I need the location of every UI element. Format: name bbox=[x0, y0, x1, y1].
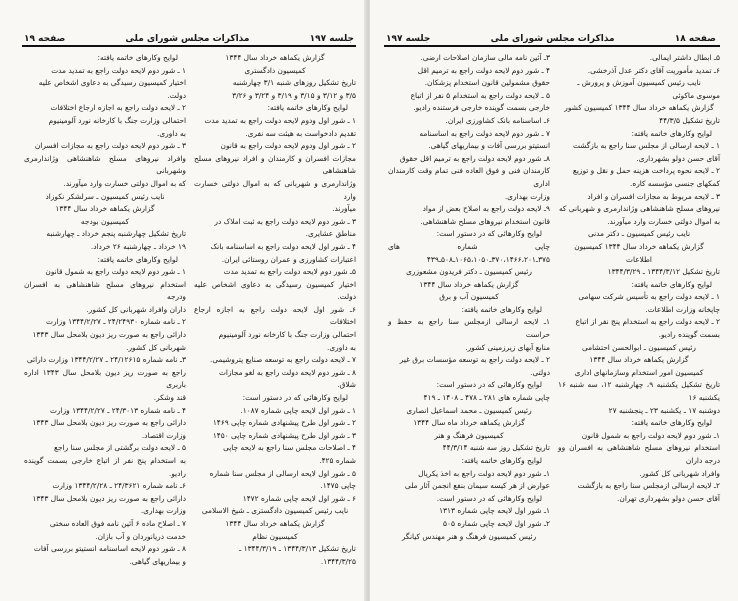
text-line: وافراد شهربانی کل کشور. bbox=[639, 468, 720, 478]
text-line: گزارش یکماهه خرداد سال ۱۳۴۴ bbox=[225, 53, 325, 62]
text-line: لوایح وکارهائی که در دستور است. bbox=[436, 493, 542, 503]
page-18 bbox=[370, 0, 738, 601]
text-line: گزارش یکماهه خرداد سال ۱۳۴۴ bbox=[589, 355, 689, 365]
text-line: خارجی بسمت گوینده خارجی فرستنده رادیو. bbox=[413, 103, 550, 113]
text-line: ۷ ـ اصلاح ماده ۶ آئین نامه فوق العاده سختی bbox=[49, 518, 186, 528]
text-line: ۳ ـ شور دوم لایحه دولت راجع به مجازات افسران bbox=[34, 141, 186, 151]
text-line: رئیس کمیسیون ـ ابوالحسن احتشامی bbox=[582, 342, 696, 352]
text-line: چاپخانه وزارت اطلاعات. bbox=[645, 304, 720, 314]
text-line: اعتبارات کشاورزی و عمران روستائی ایران. bbox=[221, 254, 356, 264]
text-line: منابع آبهای زیرزمینی کشور. bbox=[465, 342, 550, 352]
text-line: ۲ ـ نامه شماره ۲۴/۲۴۹۳۰ ـ ۱۳۴۴/۲/۲۷ وزارت bbox=[46, 317, 186, 327]
text-line: نایب رئیس کمیسیون ـ سرلشکر نکوزاد bbox=[45, 191, 165, 201]
text-line: خدمت دریانوردان و آب بازان. bbox=[95, 531, 186, 541]
text-line: کمکهای جنسی مؤسسه کاره. bbox=[629, 178, 720, 188]
text-line: که به اموال دولتی خسارت وارد میآورند. bbox=[63, 178, 186, 188]
text-line: مجازات افسران و کارمندان و افراد نیروهای مسلح شاهنشاهی bbox=[194, 153, 356, 176]
text-line: انستیتو بررسی آفات و بیماریهای گیاهی. bbox=[428, 141, 550, 151]
text-line: تقدیم دادخواست به هیئت سه نفری. bbox=[245, 128, 356, 138]
column-right bbox=[558, 52, 720, 543]
text-line: لوایح وکارهای خاتمه یافته: bbox=[631, 418, 712, 428]
text-line: ۴ ـ نامه شماره ۲۴/۳۰۱۳ ـ ۱۳۴۴/۲/۲۷ وزارت bbox=[50, 405, 186, 415]
text-line: ۱۹ خرداد ـ چهارشنبه ۲۶ خرداد. bbox=[90, 241, 186, 251]
text-line: تاریخ تشکیل ۴۴/۳/۵ bbox=[659, 115, 720, 125]
text-line: وزارت بهداری. bbox=[140, 506, 186, 516]
text-line: ۳ـ نامه شماره ۲۴/۱۲۶۱۵ ـ ۱۳۴۴/۲/۲۷ وزارت دارائی bbox=[26, 355, 186, 365]
text-line: تاریخ تشکیل چهارشنبه پنجم خرداد ـ چهارشنبه bbox=[46, 229, 186, 239]
text-line: گزارش یکماهه خرداد سال ۱۳۴۴ کمیسیون کشور bbox=[564, 103, 714, 113]
text-line: کمیسیون دادگستری bbox=[244, 65, 306, 75]
column-left bbox=[388, 52, 550, 543]
text-line: ۴ ـ شور اول لایحه دولت راجع به اساسنامه بانک bbox=[210, 241, 356, 251]
text-line: استخدام نیروهای مسلح شاهنشاهی به افسران ودرجه bbox=[24, 279, 186, 302]
text-line: گزارش یکماهه خرداد سال ۱۳۴۴ bbox=[55, 204, 155, 214]
text-line: ۱ ـ لایحه ارسالی از مجلس سنا راجع به بازگشت bbox=[572, 141, 720, 151]
text-line: لوایح وکارهای خاتمه یافته: bbox=[461, 304, 542, 314]
text-line: لوایح وکارهای خاتمه یافته: bbox=[97, 254, 178, 264]
text-line: ۳ ـ شور اول طرح پیشنهادی شماره چاپی ۱۴۵۰ bbox=[212, 430, 356, 440]
session-label: جلسه ۱۹۷ bbox=[386, 34, 431, 44]
text-line: لوایح وکارهائی که در دستور است: bbox=[436, 380, 542, 390]
text-line: کمیسیون امور استخدام وسازمانهای اداری bbox=[574, 367, 704, 377]
text-line: به داوری. bbox=[157, 128, 186, 138]
text-line: مناطق عشایری. bbox=[305, 229, 356, 239]
column-right bbox=[194, 52, 356, 568]
text-line: ۲ ـ لایحه دولت راجع به توسعه مؤسسات برق غیر bbox=[399, 355, 550, 365]
text-line: ۲ ـ لایحه نحوه پرداخت هزینه حمل و نقل و توزیع bbox=[572, 166, 720, 176]
text-line: ۱ ـ شور دوم لایحه دولت راجع به شمول قانون bbox=[45, 267, 186, 277]
session-label: جلسه ۱۹۷ bbox=[309, 34, 354, 44]
text-line: وافراد نیروهای مسلح شاهنشاهی وژاندارمری وشهربانی bbox=[24, 153, 186, 176]
text-line: کمیسیون نظام bbox=[252, 531, 298, 541]
text-line: دارائی راجع به صورت ریز دیون بلامحل سال ۱۳۴۳ bbox=[32, 330, 186, 340]
text-line: دولتی. bbox=[530, 367, 550, 377]
text-line: ۴ ـ اصلاحات مجلس سنا راجع به لایحه چاپی bbox=[223, 443, 356, 453]
text-line: دارائی راجع به صورت ریز دیون بلامحل سال ۱۳۴۳ bbox=[32, 418, 186, 428]
text-line: ۵ـ شور دوم لایحه دولت راجع به تمدید مدت bbox=[223, 267, 356, 277]
text-line: گزارش یکماهه خرداد سال ۱۳۴۴ bbox=[225, 518, 325, 528]
text-line: بسمت گوینده رادیو. bbox=[658, 330, 720, 340]
text-line: ۲ ـ شور اول طرح پیشنهادی شماره چاپی ۱۴۶۹ bbox=[212, 418, 356, 428]
text-line: نایب رئیس کمیسیون دادگستری ـ شیخ الاسلامی bbox=[201, 506, 349, 516]
text-line: ۲ ـ لایحه دولت راجع به استخدام پنج نفر از اتباع bbox=[575, 317, 720, 327]
text-line: اختیار کمیسیون رسیدگی به دعاوی اشخاص علیه bbox=[38, 78, 186, 88]
text-line: ۹ـ لایحه دولت راجع به اصلاح بعض از مواد bbox=[422, 204, 550, 214]
text-line: لوایح وکارهای خاتمه یافته: bbox=[631, 279, 712, 289]
text-line: لوایح وکارهای خاتمه یافته: bbox=[267, 103, 348, 113]
text-line: ۱ـ شور اول لایحه چاپی شماره ۱۳۱۳ bbox=[439, 506, 550, 516]
text-line: ۲ـ شور اول لایحه چاپی شماره ۵۰۵ bbox=[443, 518, 550, 528]
text-line: ۳ـ آئین نامه مالی سازمان اصلاحات ارضی. bbox=[420, 53, 550, 62]
journal-title: مذاکرات مجلس شورای ملی bbox=[125, 34, 250, 44]
text-line: وزارت اقتصاد. bbox=[141, 430, 186, 440]
text-line: تاریخ تشکیل روز سه شنبه ۴۴/۳/۱۴ bbox=[442, 443, 550, 453]
header-rule bbox=[22, 45, 356, 47]
text-line: ۱۳۴۴/۳/۲۵. bbox=[320, 556, 356, 566]
text-line: ۳/۵ و ۳/۱۲ و ۳/۱۵ و ۳/۱۹ و ۳/۲۴ و ۳/۲۶ bbox=[232, 90, 356, 100]
text-line: رئیس کمیسیون ـ محمد اسماعیل انصاری bbox=[406, 405, 532, 415]
text-line: لوایح وکارهای خاتمه یافته: bbox=[97, 53, 178, 62]
text-line: لوایح وکارهائی که در دستور است: bbox=[436, 229, 542, 239]
text-line: راجع به صورت ریز دیون بلامحل سال ۱۳۴۳ اداره باربری bbox=[24, 367, 186, 390]
text-line: موسوی ماکوئی bbox=[672, 90, 720, 100]
text-line: وژاندارمری و شهربانی که به اموال دولتی خسارت وارد bbox=[194, 178, 356, 201]
text-line: و بیماریهای گیاهی. bbox=[129, 556, 186, 566]
text-line: ۱ ـ لایحه دولت راجع به تأسیس شرکت سهامی bbox=[578, 292, 720, 302]
text-line: به اموال دولتی خسارت وارد میآورند. bbox=[607, 216, 720, 226]
running-head bbox=[386, 30, 716, 44]
text-line: دوشنبه ۱۷ ـ یکشنبه ۲۳ ـ پنجشنبه ۲۷ bbox=[608, 405, 720, 415]
page-number: صفحه ۱۹ bbox=[24, 34, 66, 44]
text-line: ۴ ـ شور دوم لایحه دولت راجع به ترمیم اقل bbox=[417, 65, 550, 75]
text-line: حقوق مشمولین قانون استخدام پزشکان. bbox=[424, 78, 550, 88]
text-line: دارائی راجع به صورت ریز دیون بلامحل سال ۱۳۴۳ bbox=[32, 493, 186, 503]
text-line: ۶ ـ شور اول لایحه چاپی شماره ۱۴۷۲ bbox=[242, 493, 356, 503]
text-line: ۱ ـ شور اول لایحه چاپی شماره ۱۰۸۷. bbox=[240, 405, 356, 415]
text-line: نایب رئیس کمیسیون ـ دکتر مدنی bbox=[587, 229, 691, 239]
text-line: تاریخ تشکیل روزهای شنبه ۳/۱ چهارشنبه bbox=[232, 78, 356, 88]
text-line: لوایح وکارهائی که در دستور است: bbox=[242, 393, 348, 403]
text-line: به استخدام پنج نفر از اتباع خارجی بسمت گوینده رادیو. bbox=[24, 456, 186, 478]
text-line: شماره ۴۲۵. bbox=[319, 456, 356, 465]
page-number: صفحه ۱۸ bbox=[674, 34, 716, 44]
text-line: شهربانی کل کشور. bbox=[126, 342, 186, 352]
text-line: کارمندان فنی و فوق العاده فنی تمام وقت کارمندان اداری bbox=[388, 166, 550, 188]
text-line: نیروهای مسلح شاهنشاهی وژاندارمری و شهربانی که bbox=[558, 204, 720, 214]
text-line: گزارش یکماهه خرداد ماه سال ۱۳۴۴ bbox=[413, 418, 525, 428]
text-line: گزارش یکماهه خرداد سال ۱۳۴۴ bbox=[419, 279, 519, 289]
text-line: رئیس کمیسیون ـ دکتر فریدون مشعوزری bbox=[406, 267, 532, 277]
text-line: قانون استخدام نیروهای مسلح شاهنشاهی. bbox=[420, 216, 550, 226]
text-line: احتمالی وزارت جنگ با کارخانه نورد آلومینیوم bbox=[218, 330, 356, 340]
text-line: لوایح وکارهای خاتمه یافته: bbox=[631, 128, 712, 138]
text-line: چاپی شماره های ۳۷۵ـ۳۷۰،۱۴۶۶،۲۰۱ـ۱۰۶۵،۱۰۵۰ـ۵۰۸ـ۴۳۹ bbox=[388, 241, 550, 264]
text-line: آقای حسن دولو بشهرداری. bbox=[636, 153, 720, 163]
text-line: گزارش یکماهه خرداد سال ۱۳۴۴ کمیسیون bbox=[574, 241, 704, 251]
text-line: قند وشکر. bbox=[153, 393, 186, 403]
text-line: ۱ ـ شور اول ودوم لایحه دولت راجع به تمدید مدت bbox=[204, 115, 356, 125]
text-line: کمیسیون فرهنگ و هنر bbox=[434, 430, 504, 440]
text-line: ۶ـ تمدید مأموریت آقای دکتر عدل آذرخشی. bbox=[587, 65, 720, 75]
text-line: ۳ ـ شور دوم لایحه دولت راجع به ثبت املاک در bbox=[214, 216, 356, 226]
text-line: ۸ ـ شور دوم لایحه اساسنامه انستیتو بررسی آفات bbox=[33, 544, 186, 554]
text-line: ۱ـ شور دوم لایحه دولت راجع به شمول قانون bbox=[581, 430, 720, 440]
text-columns bbox=[24, 52, 356, 568]
text-line: به داوری. bbox=[327, 342, 356, 352]
text-line: ۸ ـ شور دوم لایحه دولت راجع به لغو مجازات bbox=[218, 367, 356, 377]
text-line: ۶ـ اساسنامه بانک کشاورزی ایران. bbox=[445, 115, 550, 125]
text-line: ۲ـ لایحه ارسالی ازمجلس سنا راجع به بازگشت bbox=[577, 481, 720, 491]
text-line: وزارت بهداری. bbox=[504, 191, 550, 201]
text-line: ۶ـ شور اول لایحه دولت راجع به اجازه ارجاع اختلافات bbox=[194, 304, 356, 327]
text-line: داران وافراد شهربانی کل کشور. bbox=[86, 304, 186, 314]
text-line: ۲ ـ لایحه دولت راجع به اجازه ارجاع اختلافات bbox=[50, 103, 186, 113]
column-left bbox=[24, 52, 186, 568]
text-line: ۲ ـ شور اول ودوم لایحه دولت راجع به قانون bbox=[220, 141, 356, 151]
text-line: ۸ـ شور دوم لایحه دولت راجع به ترمیم اقل حقوق bbox=[399, 153, 550, 163]
text-line: تاریخ تشکیل ۱۳۴۴/۳/۱۲ ـ ۱۳۴۴/۳/۲۹ bbox=[607, 267, 720, 277]
text-line: تاریخ تشکیل ۱۳۴۴/۳/۱۳ ـ ۱۳۴۴/۳/۱۹ ـ bbox=[239, 544, 356, 554]
text-line: استخدام نیروهای مسلح شاهنشاهی به افسران وو درجه داران bbox=[558, 443, 720, 465]
text-line: اختیار کمیسیون رسیدگی به دعاوی اشخاص علیه دولت. bbox=[194, 279, 356, 302]
text-line: ۶ـ نامه شماره ۲۴/۳۶۲۱ ـ ۱۳۴۴/۲/۲۸ وزارت bbox=[52, 481, 186, 491]
text-line: ۵ ـ لایحه دولت برگشتی از مجلس سنا راجع bbox=[54, 443, 186, 453]
text-line: چاپی ۱۴۷۵. bbox=[320, 481, 356, 491]
text-line: شلاق. bbox=[337, 380, 356, 390]
text-line: ۵ـ ابطال داشتر ایمالی. bbox=[649, 53, 720, 62]
text-line: کمیسیون آب و برق bbox=[439, 292, 499, 302]
text-line: ۱ ـ شور دوم لایحه دولت راجع به تمدید مدت bbox=[51, 65, 186, 75]
text-line: دولت. bbox=[167, 90, 186, 100]
text-line: رئیس کمیسیون فرهنگ و هنر مهندس کیانگر bbox=[401, 531, 537, 541]
header-rule bbox=[384, 45, 720, 47]
text-line: احتمالی وزارت جنگ با کارخانه نورد آلومینیوم bbox=[48, 115, 186, 125]
text-line: ۱ـ لایحه ارسالی ازمجلس سنا راجع به حفظ و حراست bbox=[388, 317, 550, 340]
text-line: چاپی شماره های ۲۸۱ ـ ۴۷۸ ـ ۱۴۰۸ ـ ۴۱۹ bbox=[423, 393, 550, 403]
text-line: آقای حسن دولو بشهرداری تهران. bbox=[617, 493, 720, 503]
text-line: میآورند. bbox=[332, 204, 356, 214]
text-line: ۳ ـ لایحه مربوط به مجازات افسران و افراد bbox=[587, 191, 720, 201]
text-line: کمیسیون بودجه bbox=[80, 216, 130, 226]
text-line: اطلاعات bbox=[626, 254, 652, 264]
text-line: لوایح وکارهای خاتمه یافته: bbox=[461, 456, 542, 465]
running-head bbox=[24, 30, 354, 44]
journal-title: مذاکرات مجلس شورای ملی bbox=[490, 34, 615, 44]
text-columns bbox=[386, 52, 720, 543]
page-19 bbox=[0, 0, 366, 601]
text-line: نایب رئیس کمیسیون آموزش و پرورش ـ bbox=[577, 78, 701, 88]
text-line: ۷ ـ شور دوم لایحه دولت راجع به اساسنامه bbox=[419, 128, 550, 138]
text-line: ۷ ـ لایحه دولت راجع به توسعه صنایع پتروشیمی. bbox=[210, 355, 356, 365]
text-line: عوارض از هر کیسه سیمان بنفع انجمن آثار ملی bbox=[404, 481, 550, 491]
text-line: ۵ ـ شور اول لایحه ارسالی از مجلس سنا شماره bbox=[209, 468, 356, 478]
text-line: ۱ـ شور دوم لایحه دولت راجع به اخذ یکریال bbox=[418, 468, 550, 478]
text-line: ۵ ـ لایحه دولت راجع به استخدام ۵ نفر از اتباع bbox=[410, 90, 550, 100]
text-line: تاریخ تشکیل یکشنبه ۹، چهارشنبه ۱۲، سه شنبه ۱۶ یکشنبه ۱۶ bbox=[558, 380, 720, 403]
